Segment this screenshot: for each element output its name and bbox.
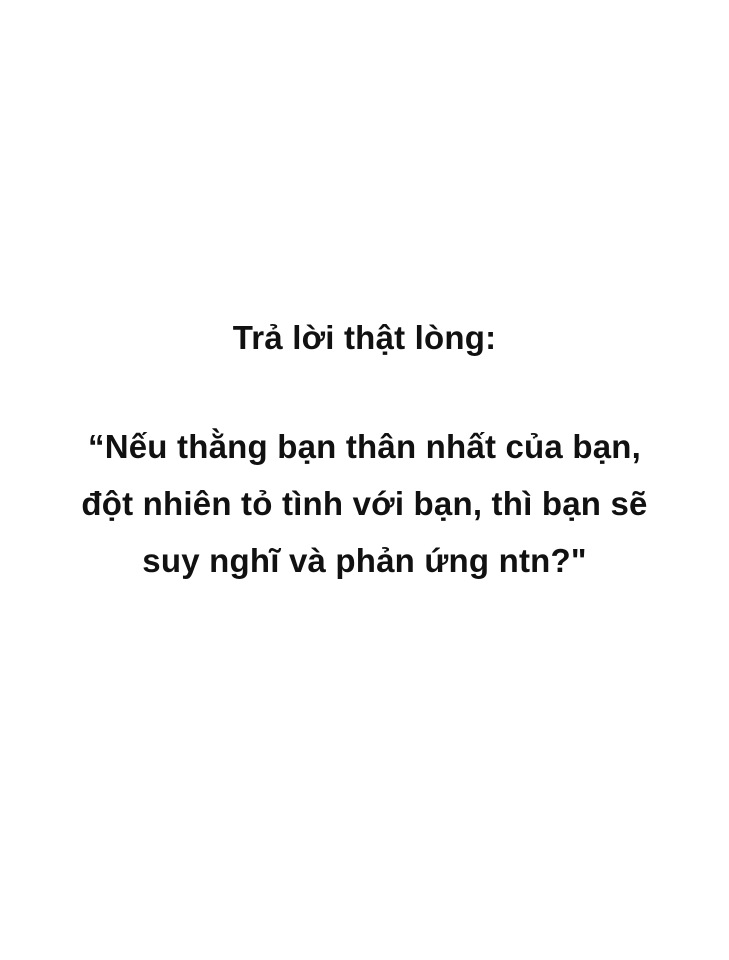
post-question <box>0 418 729 589</box>
question-line-2: đột nhiên tỏ tình với bạn, thì bạn sẽ <box>81 485 648 522</box>
question-line-1: “Nếu thằng bạn thân nhất của bạn, <box>88 428 641 465</box>
post-heading <box>0 314 729 362</box>
heading-text: Trả lời thật lòng: <box>232 319 497 356</box>
question-line-3: suy nghĩ và phản ứng ntn?" <box>142 542 587 579</box>
